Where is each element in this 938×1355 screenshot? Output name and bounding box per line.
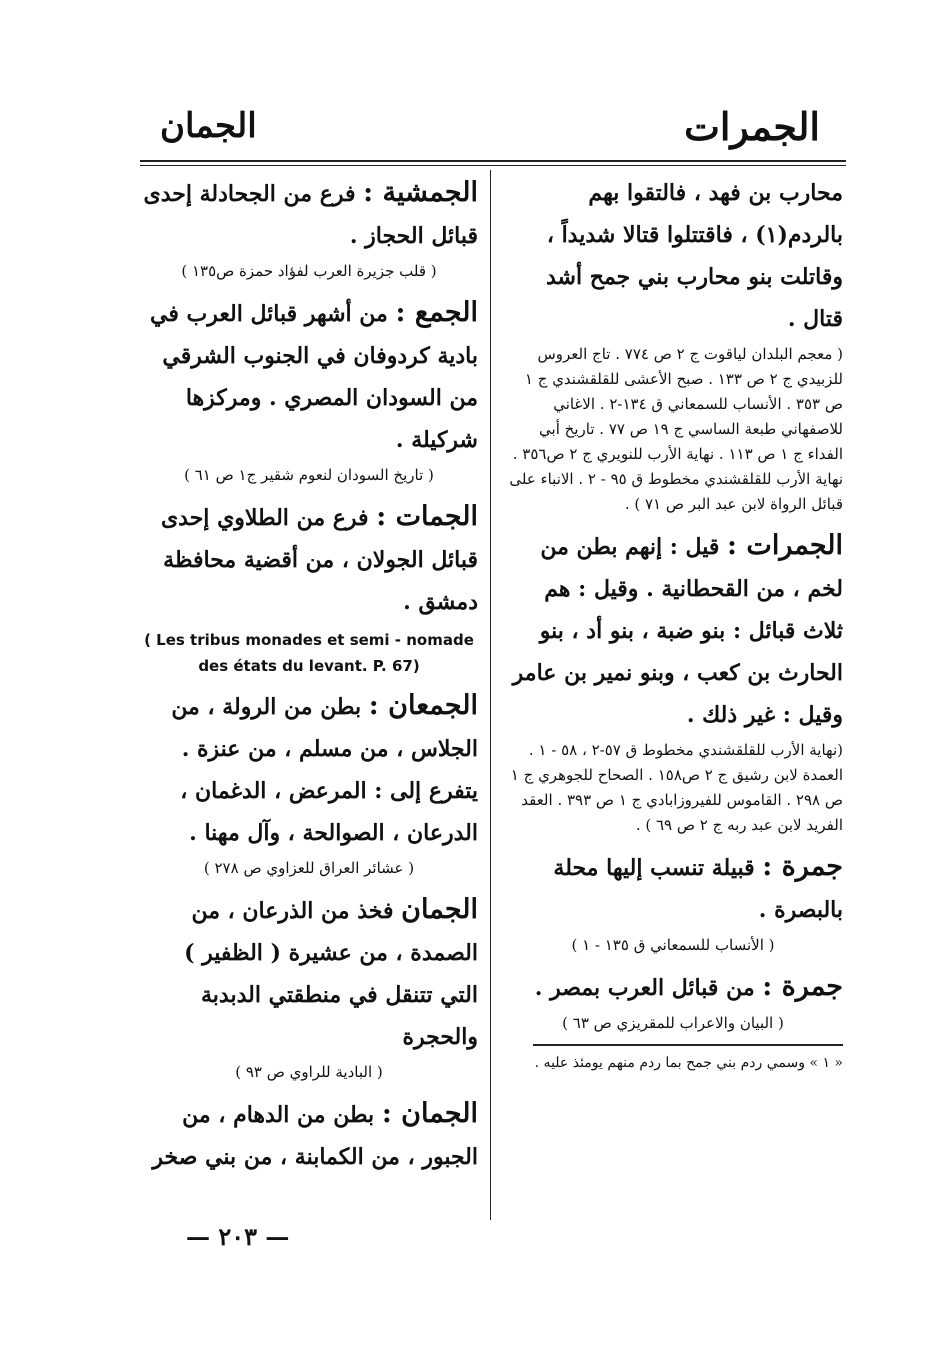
entry-source: ( الأنساب للسمعاني ق ١٣٥ - ١ ) <box>571 936 775 954</box>
entry-headword: جمرة : <box>762 851 843 882</box>
entry <box>140 1093 478 1178</box>
entry-source: ( البيان والاعراب للمقريزي ص ٦٣ ) <box>562 1014 784 1032</box>
page-number: — ٢٠٣ — <box>186 1222 290 1251</box>
header-rule-thin <box>140 165 846 166</box>
entry <box>140 496 478 623</box>
entry-text: من قبائل العرب بمصر . <box>534 975 755 1001</box>
entry <box>140 292 478 461</box>
running-header-left: الجمان <box>160 106 257 146</box>
entry-text: فخذ من الذرعان ، من الصمدة ، من عشيرة ( الظفير ) التي تتنقل في منطقتي الدبدبة والحجرة <box>184 898 478 1050</box>
entry-text: قيل : إنهم بطن من لخم ، من القحطانية . وقيل : هم ثلاث قبائل : بنو ضبة ، بنو أد ، بنو الحارث بن كعب ، وبنو نمير بن عامر وقيل : غير ذلك . <box>512 534 843 728</box>
footnote: « ١ » وسمي ردم بني جمح بما ردم منهم يومئذ عليه . <box>534 1055 843 1071</box>
entry <box>140 889 478 1058</box>
header-rule <box>140 160 846 162</box>
entry <box>140 172 478 257</box>
entry <box>503 966 843 1009</box>
footnote-rule <box>533 1044 843 1046</box>
entry <box>503 525 843 736</box>
entry-text: قبيلة تنسب إليها محلة بالبصرة . <box>553 855 843 923</box>
entry-source: (نهاية الأرب للقلقشندي مخطوط ق ٥٧-٢ ، ٥٨ - ١ . العمدة لابن رشيق ج ٢ ص١٥٨ . الصحاح للجوهري ج ١ ص ٢٩٨ . القاموس للفيروزابادي ج ١ ص ٣٩٣ . العقد الفريد لابن عبد ربه ج ٢ ص ٦٩ ) . <box>510 741 843 834</box>
entry-text: من أشهر قبائل العرب في بادية كردوفان في الجنوب الشرقي من السودان المصري . ومركزها شركيلة . <box>150 301 478 453</box>
entry-text: فرع من الطلاوي إحدى قبائل الجولان ، من أقضية محافظة دمشق . <box>160 505 478 615</box>
entry <box>140 685 478 854</box>
entry-text: بطن من الرولة ، من الجلاس ، من مسلم ، من عنزة . يتفرع إلى : المرعض ، الدغمان ، الدرعان ، الصوالحة ، وآل مهنا . <box>171 694 478 846</box>
entry-headword: الجمع : <box>395 297 478 328</box>
entry-headword: الجمان : <box>381 1098 478 1129</box>
entry-text: بطن من الدهام ، من الجبور ، من الكمابنة ، من بني صخر <box>152 1102 478 1170</box>
entry-source: ( قلب جزيرة العرب لفؤاد حمزة ص١٣٥ ) <box>181 262 437 280</box>
running-header-right: الجمرات <box>684 104 820 149</box>
column-divider <box>490 170 491 1220</box>
entry <box>503 846 843 931</box>
entry-text: محارب بن فهد ، فالتقوا بهم بالردم(١) ، فاقتتلوا قتالا شديداً ، وقاتلت بنو محارب بني جمح أشد قتال . <box>545 180 843 332</box>
entry-source: ( تاريخ السودان لنعوم شقير ج١ ص ٦١ ) <box>184 466 434 484</box>
entry-source-latin: ( Les tribus monades et semi - nomade des états du levant. P. 67) <box>144 631 474 675</box>
right-column <box>503 172 843 1076</box>
entry-source: ( معجم البلدان لياقوت ج ٢ ص ٧٧٤ . تاج العروس للزبيدي ج ٢ ص ١٣٣ . صبح الأعشى للقلقشندي ج ١ ص ٣٥٣ . الأنساب للسمعاني ق ١٣٤-٢ . الاغاني للاصفهاني طبعة الساسي ج ١٩ ص ٧٧ . تاريخ أبي الفداء ج ١ ص ١١٣ . نهاية الأرب للنويري ج ٢ ص٣٥٦ . نهاية الأرب للقلقشندي مخطوط ق ٩٥ - ٢ . الانباء على قبائل الرواة لابن عبد البر ص ٧١ ) . <box>509 345 843 513</box>
entry-headword: الجمشية : <box>363 177 478 208</box>
entry-text: فرع من الجحادلة إحدى قبائل الحجاز . <box>143 181 478 249</box>
entry-headword: الجمرات : <box>727 530 843 561</box>
left-column <box>140 172 478 1178</box>
entry-headword: جمرة : <box>762 971 843 1002</box>
entry-headword: الجمات : <box>376 501 478 532</box>
entry-headword: الجمعان : <box>368 690 478 721</box>
entry-headword: الجمان <box>401 894 478 925</box>
entry-source: ( البادية للراوي ص ٩٣ ) <box>235 1063 383 1081</box>
entry-source: ( عشائر العراق للعزاوي ص ٢٧٨ ) <box>203 859 415 877</box>
